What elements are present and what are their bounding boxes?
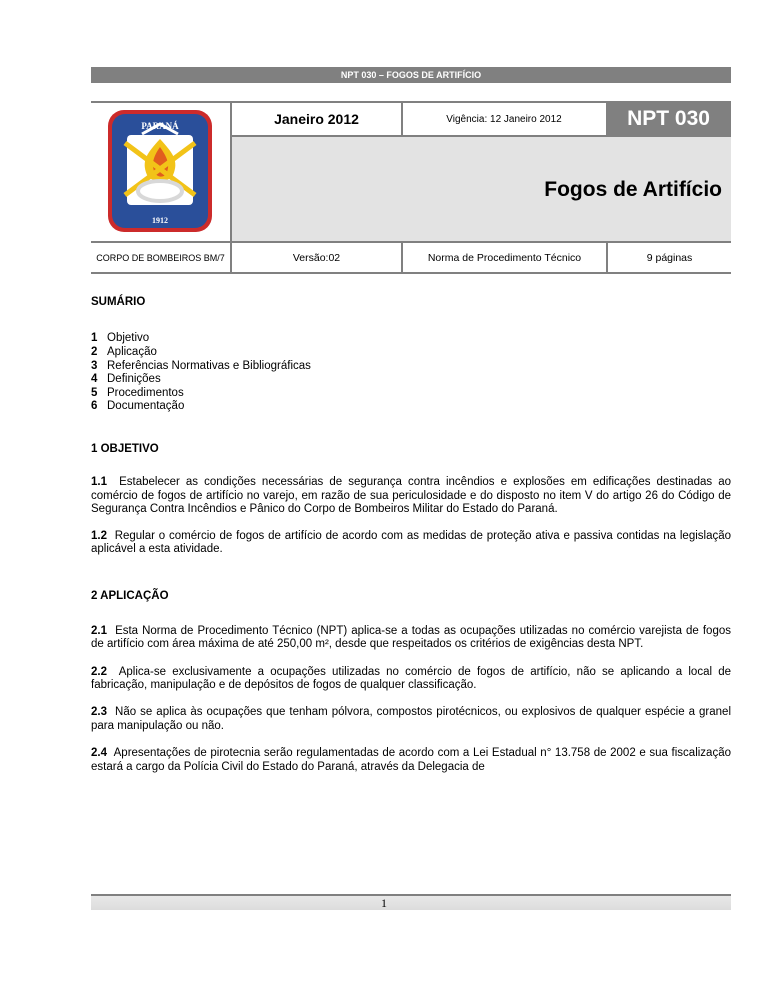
summary-item: 6 Documentação (91, 400, 185, 413)
summary-item: 1 Objetivo (91, 332, 150, 345)
header-page-count: 9 páginas (646, 251, 693, 264)
summary-title: SUMÁRIO (91, 296, 146, 308)
section-heading-aplicacao: 2 APLICAÇÃO (91, 590, 169, 603)
header-norm-type: Norma de Procedimento Técnico (427, 251, 582, 264)
logo-year-text: 1912 (152, 216, 168, 225)
header-code-badge: NPT 030 (606, 101, 731, 137)
header-validity: Vigência: 12 Janeiro 2012 (446, 113, 562, 125)
logo-cell (91, 101, 230, 242)
header-version: Versão:02 (292, 251, 341, 264)
summary-item: 4 Definições (91, 373, 161, 386)
document-header-table (91, 101, 731, 274)
paragraph-2-3: 2.3 Não se aplica às ocupações que tenham pólvora, compostos pirotécnicos, ou explosivos de qualquer espécie a granel para manipulação ou não. (91, 706, 731, 732)
header-organization: CORPO DE BOMBEIROS BM/7 (96, 252, 225, 263)
section-heading-objetivo: 1 OBJETIVO (91, 442, 159, 455)
header-date: Janeiro 2012 (274, 111, 359, 127)
summary-list (91, 332, 731, 414)
paragraph-2-4: 2.4 Apresentações de pirotecnia serão regulamentadas de acordo com a Lei Estadual n° 13.758 de 2002 e sua fiscalização estará a cargo da Polícia Civil do Estado do Paraná, através da Delegacia de (91, 747, 731, 773)
page-number: 1 (381, 896, 387, 910)
fire-department-logo (107, 109, 213, 233)
paragraph-1-2: 1.2 Regular o comércio de fogos de artifício de acordo com as medidas de proteção ativa e passiva contidas na legislação aplicável a esta atividade. (91, 529, 732, 555)
document-title: Fogos de Artifício (544, 178, 722, 201)
paragraph-2-2: 2.2 Aplica-se exclusivamente a ocupações utilizadas no comércio de fogos de artifício, não se aplicando a local de fabricação, manipulação e de depósitos de fogos de qualquer classificação. (91, 665, 731, 692)
paragraph-2-1: 2.1 Esta Norma de Procedimento Técnico (NPT) aplica-se a todas as ocupações utilizadas no comércio varejista de fogos de artifício com área máxima de até 250,00 m², desde que respeitados os critérios de exigências desta NPT. (91, 624, 731, 651)
header-bottom-rule (91, 272, 731, 274)
summary-item: 5 Procedimentos (91, 386, 184, 399)
document-header-bar: NPT 030 – FOGOS DE ARTIFÍCIO (91, 67, 731, 83)
summary-item: 3 Referências Normativas e Bibliográficas (91, 359, 311, 372)
document-body (91, 296, 731, 774)
summary-item: 2 Aplicação (91, 346, 157, 358)
paragraph-1-1: 1.1 Estabelecer as condições necessárias de segurança contra incêndios e explosões em edificações destinadas ao comércio de fogos de artifício no varejo, em razão de sua periculosidade e do disposto no item V do artigo 26 do Código de Segurança Contra Incêndios e Pânico do Corpo de Bombeiros Militar do Estado do Paraná. (91, 476, 731, 516)
logo-name-text: PARANÁ (141, 121, 179, 131)
